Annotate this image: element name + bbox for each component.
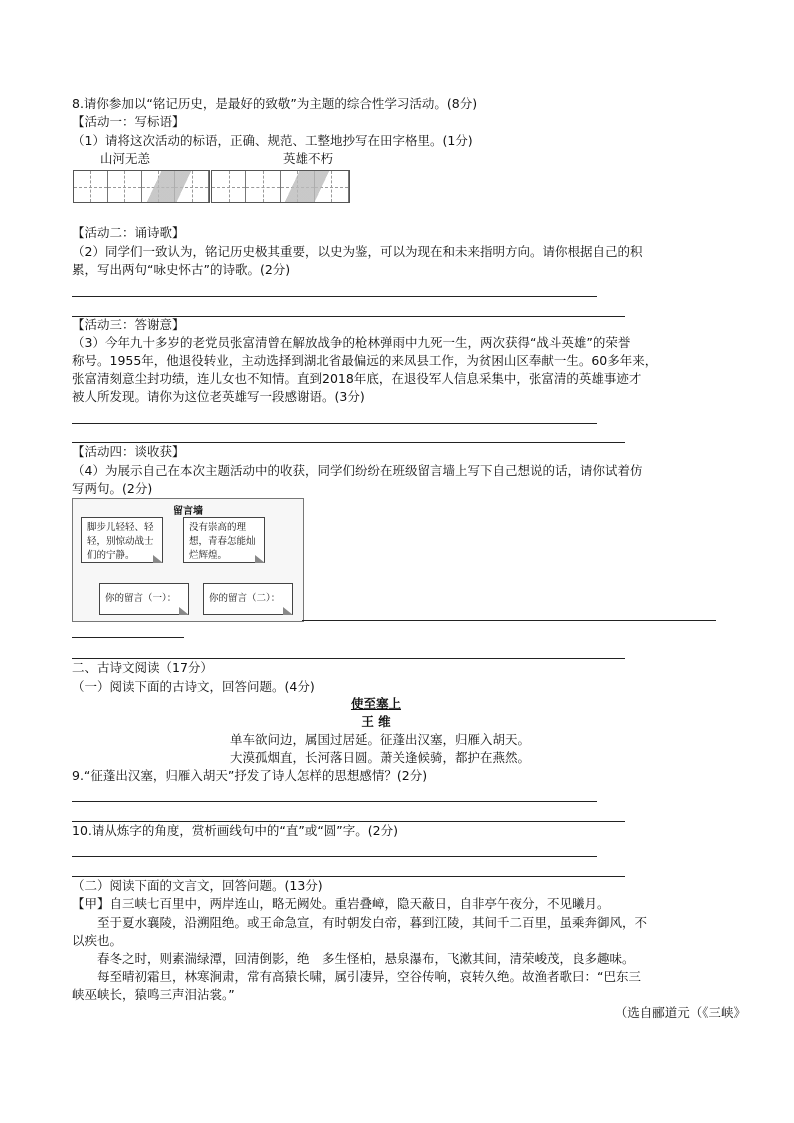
- q8-title: 8.请你参加以“铭记历史，是最好的致敬”为主题的综合性学习活动。(8分): [72, 96, 478, 111]
- answer-line[interactable]: [72, 856, 597, 857]
- part1-heading: （一）阅读下面的古诗文，回答问题。(4分): [72, 679, 315, 694]
- poem-title: 使至塞上: [350, 696, 401, 711]
- q9-text: 9.“征蓬出汉塞，归雁入胡天”抒发了诗人怎样的思想感情？(2分): [72, 768, 428, 783]
- activity2-heading: 【活动二：诵诗歌】: [72, 225, 185, 240]
- slogan-2: 英雄不朽: [283, 151, 334, 166]
- answer-line[interactable]: [72, 801, 597, 802]
- passage-source: （选自郦道元（《三峡》: [614, 1005, 746, 1020]
- passage-line: 以疾也。: [72, 933, 123, 948]
- message-wall-image: [72, 498, 304, 622]
- q4-line: （4）为展示自己在本次主题活动中的收获，同学们纷纷在班级留言墙上写下自己想说的话，请你试着仿: [72, 463, 643, 478]
- answer-line[interactable]: [72, 658, 625, 659]
- q10-text: 10.请从炼字的角度，赏析画线句中的“直”或“圆”字。(2分): [72, 823, 398, 838]
- activity4-heading: 【活动四：谈收获】: [72, 444, 185, 459]
- q3-line: （3）今年九十多岁的老党员张富清曾在解放战争的枪林弹雨中九死一生，两次获得“战斗英雄”的荣誉: [72, 335, 631, 350]
- q2-line: （2）同学们一致认为，铭记历史极其重要，以史为鉴，可以为现在和未来指明方向。请你根据自己的积: [72, 244, 643, 259]
- answer-line[interactable]: [72, 423, 597, 424]
- poem-line: 单车欲问边，属国过居延。征蓬出汉塞，归雁入胡天。: [230, 732, 531, 747]
- q2-line: 累，写出两句“咏史怀古”的诗歌。(2分): [72, 262, 291, 277]
- q3-line: 被人所发现。请你为这位老英雄写一段感谢语。(3分): [72, 389, 365, 404]
- note-1: 脚步儿轻轻、轻轻，别惊动战士们的宁静。: [81, 517, 163, 563]
- note-4: 你的留言（二）：: [203, 583, 293, 615]
- answer-line[interactable]: [302, 620, 716, 621]
- slogan-1: 山河无恙: [100, 151, 151, 166]
- answer-line[interactable]: [72, 442, 625, 443]
- activity3-heading: 【活动三：答谢意】: [72, 317, 185, 332]
- poem-author: 王 维: [361, 714, 391, 729]
- q1-text: （1）请将这次活动的标语，正确、规范、工整地抄写在田字格里。(1分): [72, 133, 473, 148]
- answer-line[interactable]: [72, 876, 625, 877]
- passage-line: 春冬之时，则素湍绿潭，回清倒影，绝 多生怪柏，悬泉瀑布，飞漱其间，清荣峻茂，良多趣味。: [72, 951, 635, 966]
- q3-line: 称号。1955年，他退役转业，主动选择到湖北省最偏远的来凤县工作，为贫困山区奉献一生。60多年来，: [72, 353, 658, 368]
- passage-line: 每至晴初霜旦，林寒涧肃，常有高猿长啸，属引凄异，空谷传响，哀转久绝。故渔者歌曰：“巴东三: [72, 969, 641, 984]
- tianzige-grid-2[interactable]: [211, 170, 350, 203]
- passage-line: 峡巫峡长，猿鸣三声泪沾裳。”: [72, 987, 235, 1002]
- q4-line: 写两句。(2分): [72, 481, 153, 496]
- section2-title: 二、古诗文阅读（17分）: [72, 660, 213, 675]
- part2-heading: （二）阅读下面的文言文，回答问题。(13分): [72, 878, 323, 893]
- answer-line[interactable]: [72, 296, 597, 297]
- passage-line: 【甲】自三峡七百里中，两岸连山，略无阙处。重岩叠嶂，隐天蔽日，自非亭午夜分，不见曦月。: [72, 896, 610, 911]
- q3-line: 张富清刻意尘封功绩，连儿女也不知情。直到2018年底，在退役军人信息采集中，张富清的英雄事迹才: [72, 371, 642, 386]
- wall-title: 留言墙: [173, 506, 203, 517]
- tianzige-grid-1[interactable]: [73, 170, 210, 203]
- answer-line[interactable]: [72, 637, 184, 638]
- activity1-heading: 【活动一：写标语】: [72, 114, 185, 129]
- note-3: 你的留言（一）：: [99, 583, 189, 615]
- poem-line: 大漠孤烟直，长河落日圆。萧关逢候骑，都护在燕然。: [230, 750, 531, 765]
- note-2: 没有崇高的理想，青春怎能灿烂辉煌。: [183, 517, 265, 563]
- answer-line[interactable]: [72, 821, 625, 822]
- passage-line: 至于夏水襄陵，沿溯阻绝。或王命急宣，有时朝发白帝，暮到江陵，其间千二百里，虽乘奔御风，不: [72, 915, 648, 930]
